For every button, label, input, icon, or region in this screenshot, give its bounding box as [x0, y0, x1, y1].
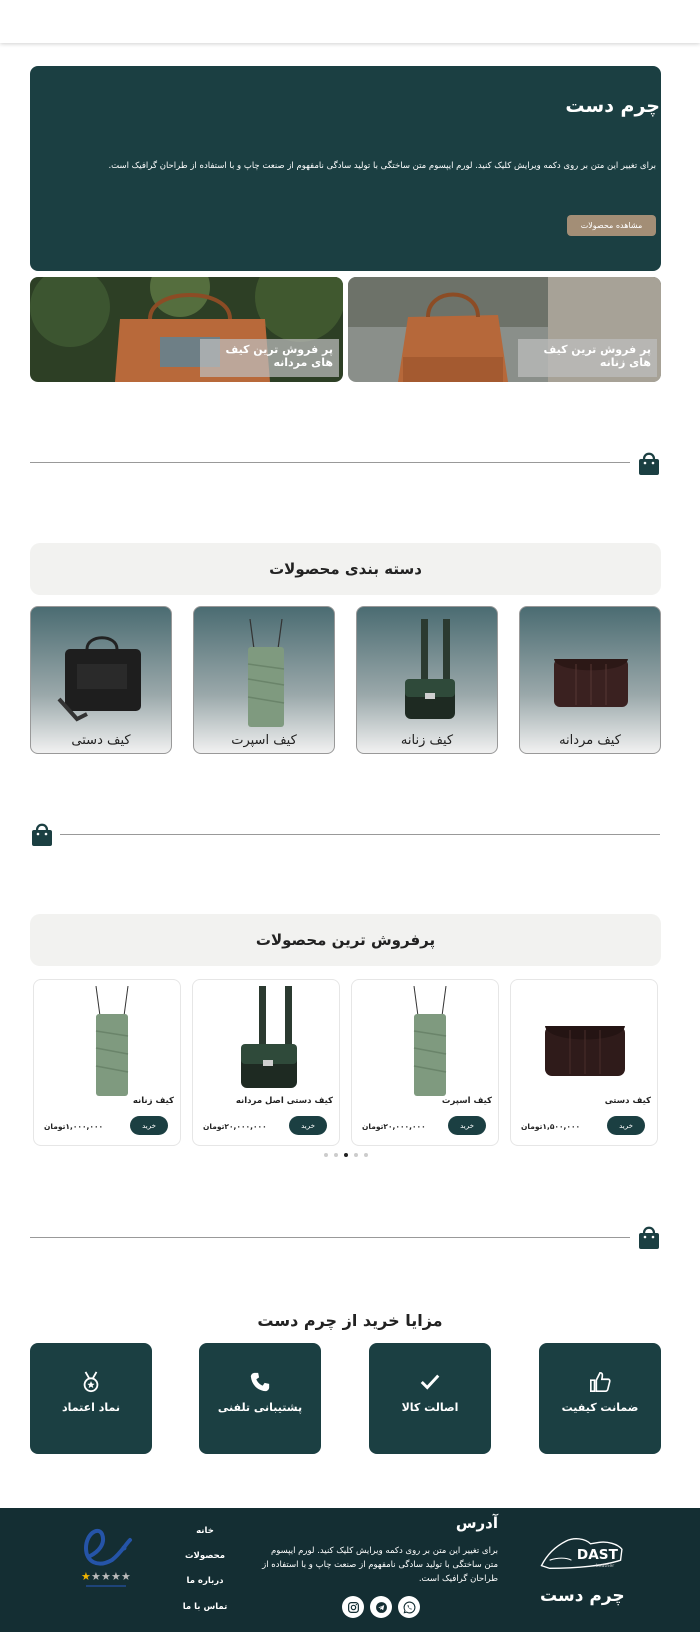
hand-bag-thumbnail	[57, 619, 147, 729]
instagram-button[interactable]	[342, 1596, 364, 1618]
product-image	[217, 986, 317, 1096]
star-empty: ★	[121, 1570, 131, 1583]
buy-button[interactable]: خرید	[607, 1116, 645, 1135]
product-price: ۲۰,۰۰۰,۰۰۰تومان	[362, 1122, 426, 1131]
sport-bag-thumbnail	[220, 619, 310, 729]
category-sport[interactable]	[193, 606, 335, 754]
buy-button[interactable]: خرید	[448, 1116, 486, 1135]
instagram-icon	[347, 1601, 360, 1614]
feature-trust-seal	[30, 1343, 152, 1454]
category-label: کیف دستی	[71, 733, 131, 748]
carousel-dot[interactable]	[354, 1153, 358, 1157]
product-price: ۱,۰۰۰,۰۰۰تومان	[44, 1122, 104, 1131]
category-women[interactable]	[356, 606, 498, 754]
whatsapp-icon	[403, 1601, 416, 1614]
footer-link-contact[interactable]: تماس با ما	[182, 1602, 228, 1612]
shopping-bag-icon	[31, 822, 53, 846]
phone-icon	[249, 1371, 271, 1393]
women-bag-thumbnail	[383, 619, 473, 729]
section-divider	[30, 462, 630, 463]
product-name: کیف اسپرت	[441, 1096, 492, 1106]
product-image	[376, 986, 476, 1096]
whatsapp-button[interactable]	[398, 1596, 420, 1618]
bestsellers-title: پرفروش ترین محصولات	[30, 914, 661, 966]
category-hand[interactable]	[30, 606, 172, 754]
product-image	[535, 986, 635, 1096]
carousel-dot[interactable]	[364, 1153, 368, 1157]
product-image	[58, 986, 158, 1096]
category-label: کیف اسپرت	[231, 733, 297, 748]
feature-label: پشتیبانی تلفنی	[217, 1401, 303, 1414]
footer-link-about[interactable]: درباره ما	[186, 1576, 224, 1586]
banner-women-caption: پر فروش ترین کیف های زنانه	[518, 339, 657, 377]
product-price: ۱,۵۰۰,۰۰۰تومان	[521, 1122, 581, 1131]
footer-link-products[interactable]: محصولات	[185, 1551, 225, 1561]
star-filled: ★	[81, 1570, 91, 1583]
product-name: کیف دستی	[604, 1096, 651, 1106]
rating-stars	[81, 1570, 131, 1583]
category-label: کیف زنانه	[400, 733, 454, 748]
section-divider	[60, 834, 660, 835]
svg-text:Leather: Leather	[596, 1564, 615, 1569]
feature-label: اصالت کالا	[401, 1401, 459, 1414]
product-card[interactable]	[33, 979, 181, 1146]
svg-text:DAST: DAST	[576, 1546, 618, 1563]
footer-address-title: آدرس	[455, 1514, 498, 1532]
feature-authenticity	[369, 1343, 491, 1454]
star-empty: ★	[91, 1570, 101, 1583]
enamad-trust-badge[interactable]	[78, 1524, 138, 1594]
categories-title: دسته بندی محصولات	[30, 543, 661, 595]
footer-brand: چرم دست	[540, 1586, 625, 1606]
carousel-dot-active[interactable]	[344, 1153, 348, 1157]
features-title: مزایا خرید از چرم دست	[257, 1311, 443, 1330]
category-label: کیف مردانه	[559, 733, 621, 748]
product-card[interactable]	[351, 979, 499, 1146]
award-icon	[80, 1371, 102, 1393]
buy-button[interactable]: خرید	[289, 1116, 327, 1135]
check-icon	[419, 1371, 441, 1393]
feature-label: ضمانت کیفیت	[561, 1401, 639, 1414]
banner-men-caption: پر فروش ترین کیف های مردانه	[200, 339, 339, 377]
hero-title: چرم دست	[565, 95, 660, 117]
thumbs-up-icon	[589, 1371, 611, 1393]
carousel-dot[interactable]	[334, 1153, 338, 1157]
feature-label: نماد اعتماد	[61, 1401, 121, 1414]
category-men[interactable]	[519, 606, 661, 754]
shopping-bag-icon	[638, 451, 660, 475]
product-name: کیف زنانه	[132, 1096, 174, 1106]
carousel-dot[interactable]	[324, 1153, 328, 1157]
star-empty: ★	[111, 1570, 121, 1583]
product-name: کیف دستی اصل مردانه	[235, 1096, 333, 1106]
footer-link-home[interactable]: خانه	[196, 1526, 214, 1536]
telegram-icon	[375, 1601, 388, 1614]
telegram-button[interactable]	[370, 1596, 392, 1618]
men-bag-thumbnail	[546, 619, 636, 729]
feature-quality	[539, 1343, 661, 1454]
section-divider	[30, 1237, 630, 1238]
star-empty: ★	[101, 1570, 111, 1583]
product-card[interactable]	[192, 979, 340, 1146]
footer-address-text: برای تغییر این متن بر روی دکمه ویرایش کلیک کنید. لورم ایپسوم متن ساختگی با تولید سادگی نامفهوم از صنعت چاپ و با استفاده از طراحان گرافیک است.	[262, 1546, 498, 1584]
feature-phone-support	[199, 1343, 321, 1454]
buy-button[interactable]: خرید	[130, 1116, 168, 1135]
site-header	[0, 0, 700, 43]
product-price: ۲۰,۰۰۰,۰۰۰تومان	[203, 1122, 267, 1131]
hero-description: برای تغییر این متن بر روی دکمه ویرایش کلیک کنید. لورم ایپسوم متن ساختگی با تولید سادگی نامفهوم از صنعت چاپ و با استفاده از طراحان گرافیک است.	[108, 161, 656, 171]
footer-logo[interactable]	[536, 1530, 626, 1574]
view-products-button[interactable]: مشاهده محصولات	[567, 215, 656, 236]
shopping-bag-icon	[638, 1225, 660, 1249]
product-card[interactable]	[510, 979, 658, 1146]
